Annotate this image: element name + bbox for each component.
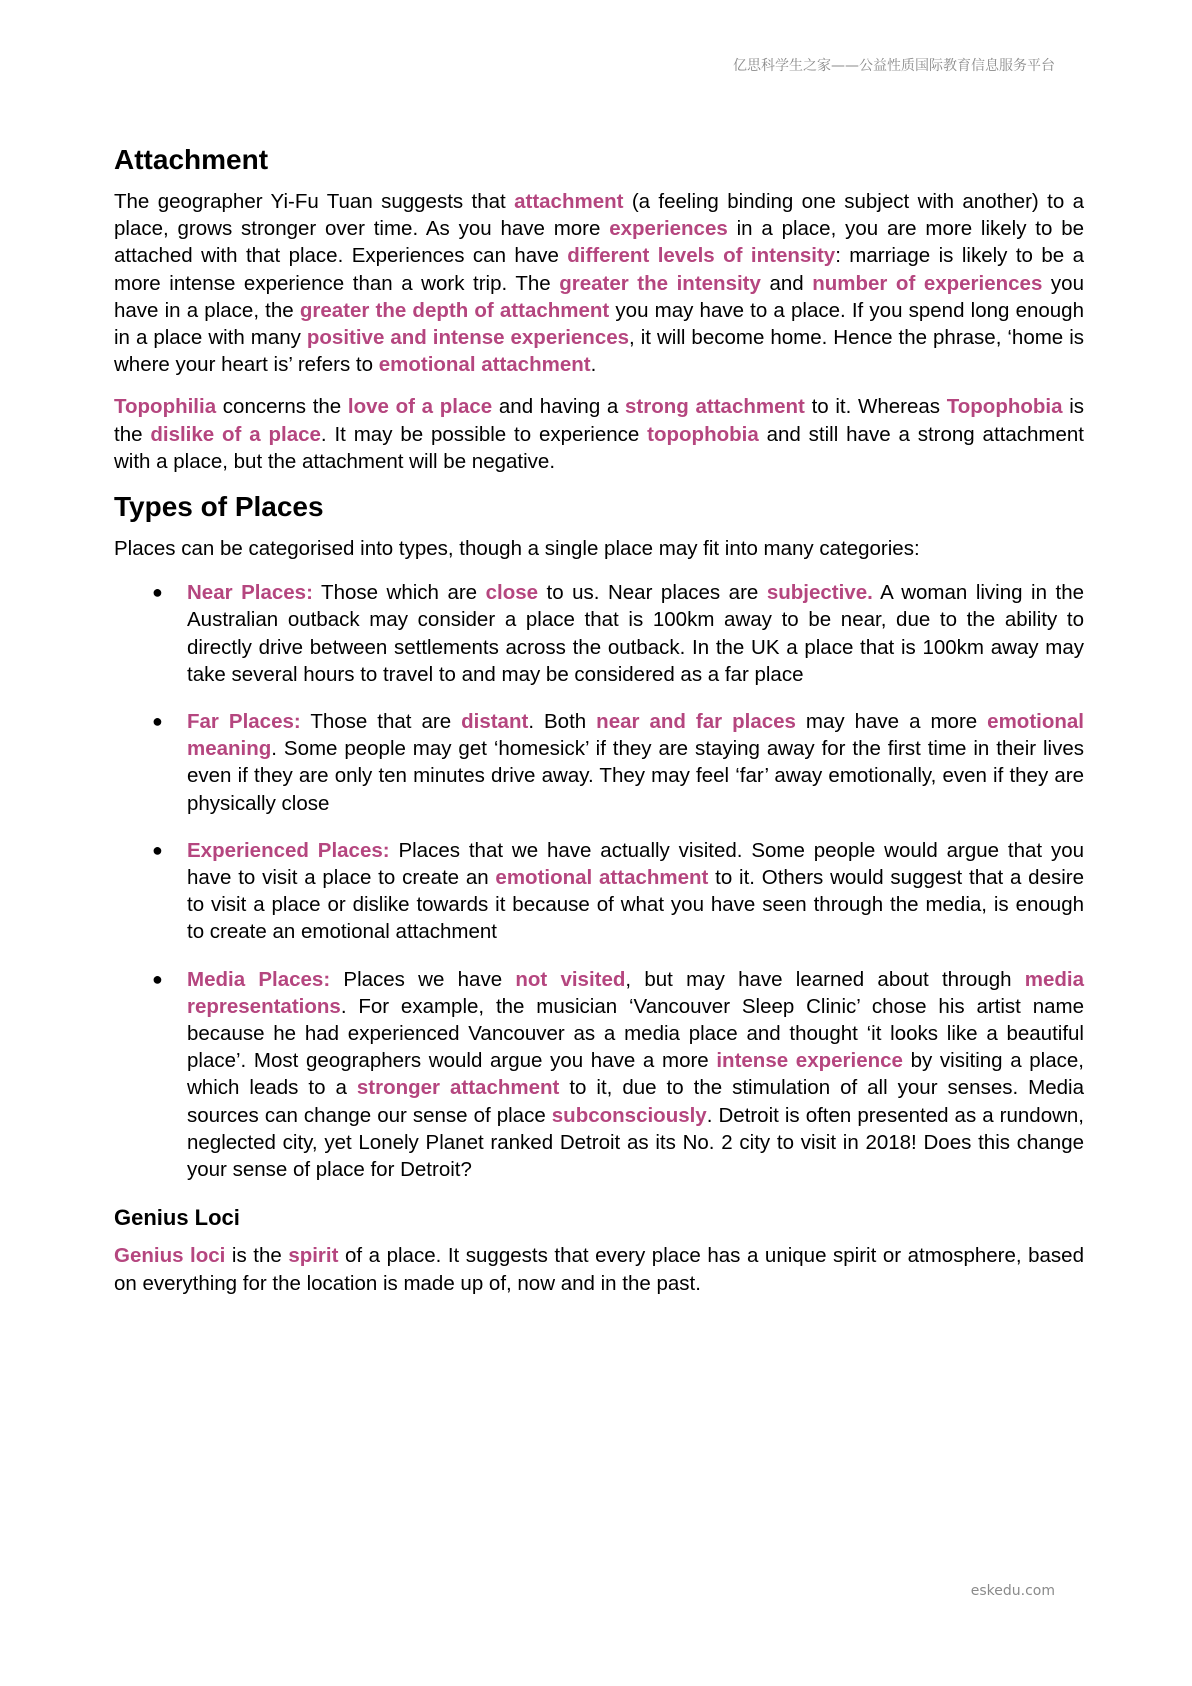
document-body bbox=[114, 142, 1084, 1297]
highlighted-term: Media Places: bbox=[187, 967, 331, 991]
highlighted-term: Genius loci bbox=[114, 1244, 226, 1268]
list-item-text: Experienced Places: Places that we have actually visited. Some people would argue that you have to visit a place to create an emotional attachment to it. Others would suggest that a desire to visit a place or dislike towards it because of what you have seen through the media, is enough to create an emotional attachment bbox=[187, 838, 1085, 944]
highlighted-term: different levels of intensity bbox=[567, 244, 836, 268]
highlighted-term: media representations bbox=[187, 967, 1085, 1018]
highlighted-term: Topophobia bbox=[946, 395, 1063, 419]
genius-loci-paragraph: Genius loci is the spirit of a place. It suggests that every place has a unique spirit or atmosphere, based on everything for the location is made up of, now and in the past. bbox=[114, 1244, 1084, 1295]
types-intro-paragraph: Places can be categorised into types, though a single place may fit into many categories: bbox=[114, 537, 920, 561]
list-item-experienced-places bbox=[114, 837, 1084, 946]
page-header-note: 亿思科学生之家——公益性质国际教育信息服务平台 bbox=[733, 58, 1055, 74]
highlighted-term: emotional attachment bbox=[495, 866, 709, 890]
list-item-text: Near Places: Those which are close to us. Near places are subjective. A woman living in the Australian outback may consider a place that is 100km away to be near, due to the ability to directly drive between settlements across the outback. In the UK a place that is 100km away may take several hours to travel to and may be considered as a far place bbox=[187, 581, 1084, 686]
highlighted-term: stronger attachment bbox=[356, 1076, 560, 1100]
page-footer-site: eskedu.com bbox=[970, 1583, 1055, 1599]
highlighted-term: emotional meaning bbox=[187, 710, 1084, 761]
list-item-near-places bbox=[114, 579, 1084, 688]
highlighted-term: number of experiences bbox=[812, 271, 1043, 295]
highlighted-term: topophobia bbox=[647, 422, 759, 446]
highlighted-term: Experienced Places: bbox=[187, 838, 390, 862]
list-item-text: Far Places: Those that are distant. Both near and far places may have a more emotional meaning. Some people may get ‘homesick’ if they are staying away for the first time in their lives even if they are only ten minutes drive away. They may feel ‘far’ away emotionally, even if they are physically close bbox=[187, 710, 1084, 815]
highlighted-term: Topophilia bbox=[114, 395, 217, 419]
highlighted-term: subjective. bbox=[766, 581, 873, 605]
highlighted-term: Far Places: bbox=[187, 710, 301, 734]
highlighted-term: Near Places: bbox=[187, 581, 313, 605]
highlighted-term: intense experience bbox=[716, 1049, 903, 1073]
highlighted-term: attachment bbox=[514, 190, 624, 213]
highlighted-term: strong attachment bbox=[625, 395, 805, 419]
highlighted-term: not visited bbox=[515, 967, 626, 991]
highlighted-term: near and far places bbox=[596, 710, 796, 734]
highlighted-term: spirit bbox=[288, 1244, 339, 1268]
bullet-icon: ● bbox=[152, 839, 163, 860]
types-list bbox=[114, 579, 1084, 1183]
section-heading-attachment: Attachment bbox=[114, 144, 269, 175]
list-item-text: Media Places: Places we have not visited, but may have learned about through media representations. For example, the musician ‘Vancouver Sleep Clinic’ chose his artist name because he had experienced Vancouver as a media place and thought ‘it looks like a beautiful place’. Most geographers would argue you have a more intense experience by visiting a place, which leads to a stronger attachment to it, due to the stimulation of all your senses. Media sources can change our sense of place subconsciously. Detroit is often presented as a rundown, neglected city, yet Lonely Planet ranked Detroit as its No. 2 city to visit in 2018! Does this change your sense of place for Detroit? bbox=[187, 967, 1085, 1182]
highlighted-term: close bbox=[485, 581, 539, 605]
highlighted-term: distant bbox=[461, 710, 529, 734]
highlighted-term: greater the intensity bbox=[559, 271, 761, 295]
attachment-paragraph-1: The geographer Yi-Fu Tuan suggests that attachment (a feeling binding one subject with another) to a place, grows stronger over time. As you have more experiences in a place, you are more likely to be attached with that place. Experiences can have different levels of intensity: marriage is likely to be a more intense experience than a work trip. The greater the intensity and number of experiences you have in a place, the greater the depth of attachment you may have to a place. If you spend long enough in a place with many positive and intense experiences, it will become home. Hence the phrase, ‘home is where your heart is’ refers to emotional attachment. bbox=[114, 190, 1085, 377]
highlighted-term: experiences bbox=[609, 217, 728, 241]
highlighted-term: love of a place bbox=[347, 395, 493, 419]
section-heading-types-of-places: Types of Places bbox=[114, 491, 324, 523]
bullet-icon: ● bbox=[152, 582, 163, 603]
attachment-paragraph-2: Topophilia concerns the love of a place and having a strong attachment to it. Whereas Topophobia is the dislike of a place. It may be possible to experience topophobia and still have a strong attachment with a place, but the attachment will be negative. bbox=[114, 395, 1085, 473]
bullet-icon: ● bbox=[152, 711, 163, 732]
list-item-media-places bbox=[114, 966, 1084, 1184]
highlighted-term: subconsciously bbox=[551, 1103, 707, 1127]
section-heading-genius-loci: Genius Loci bbox=[114, 1205, 240, 1231]
list-item-far-places bbox=[114, 708, 1084, 817]
bullet-icon: ● bbox=[152, 968, 163, 989]
highlighted-term: dislike of a place bbox=[150, 422, 321, 446]
highlighted-term: greater the depth of attachment bbox=[299, 298, 610, 322]
highlighted-term: emotional attachment bbox=[378, 353, 591, 377]
highlighted-term: positive and intense experiences bbox=[306, 326, 630, 350]
